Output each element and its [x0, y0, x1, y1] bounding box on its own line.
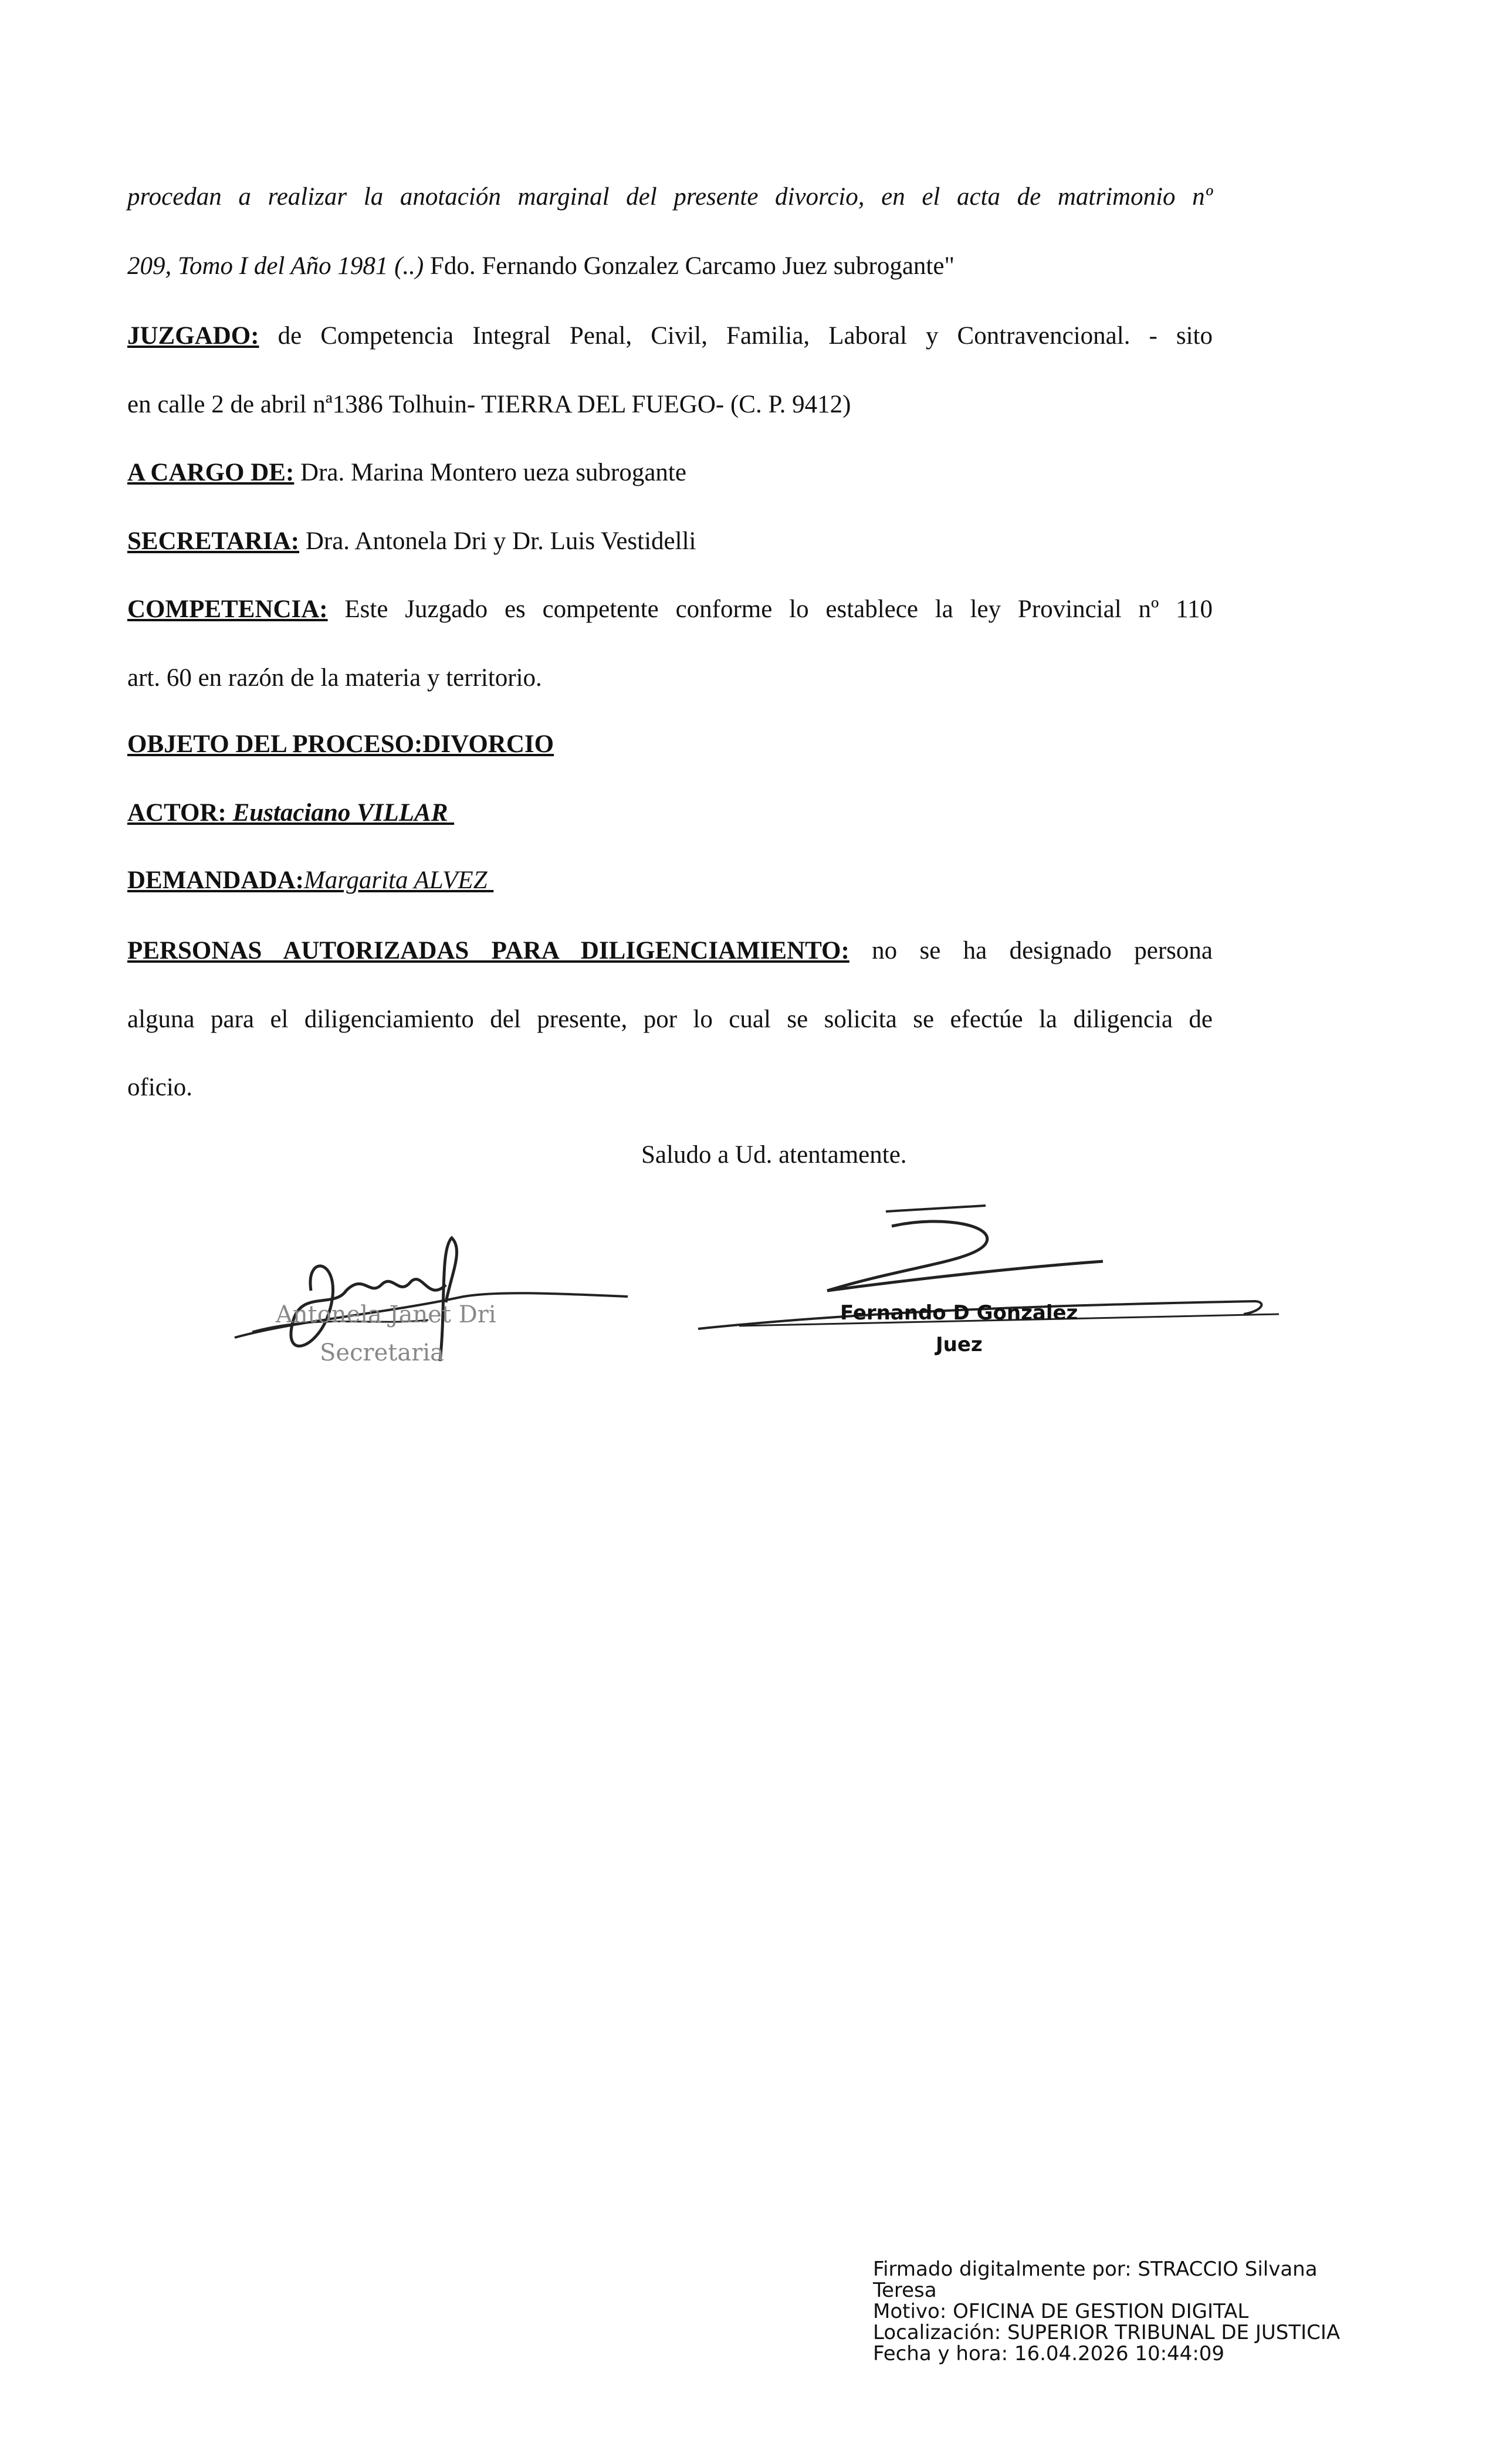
paragraph-1-line-2: [127, 251, 955, 282]
paragraph-1-italic-citation: 209, Tomo I del Año 1981 (..): [127, 252, 424, 280]
a-cargo-text: Dra. Marina Montero ueza subrogante: [294, 459, 686, 486]
demandada-label: DEMANDADA:: [127, 867, 304, 894]
demandada-name: Margarita ALVEZ: [303, 867, 488, 894]
digital-signature-block: [873, 2259, 1401, 2364]
competencia-text: Este Juzgado es competente conforme lo establece la ley Provincial nº 110: [327, 595, 1213, 623]
juzgado-text: de Competencia Integral Penal, Civil, Familia, Laboral y Contravencional. - sito: [259, 322, 1213, 350]
actor-label: ACTOR:: [127, 799, 226, 827]
juzgado-address: en calle 2 de abril nª1386 Tolhuin- TIERRA DEL FUEGO- (C. P. 9412): [127, 391, 851, 418]
objeto-label: OBJETO DEL PROCESO:DIVORCIO: [127, 730, 554, 758]
juzgado-label: JUZGADO:: [127, 322, 259, 350]
actor-line: [127, 798, 454, 828]
secretaria-stamp-name: Antonela Janet Dri: [276, 1301, 496, 1328]
personas-line-2: alguna para el diligenciamiento del presente, por lo cual se solicita se efectúe la diligencia de: [127, 1006, 1213, 1033]
digital-datetime: Fecha y hora: 16.04.2026 10:44:09: [873, 2342, 1225, 2365]
a-cargo-label: A CARGO DE:: [127, 459, 295, 486]
personas-label: PERSONAS AUTORIZADAS PARA DILIGENCIAMIENTO:: [127, 937, 849, 964]
paragraph-1-signer: Fdo. Fernando Gonzalez Carcamo Juez subrogante": [424, 252, 955, 280]
secretaria-text: Dra. Antonela Dri y Dr. Luis Vestidelli: [299, 527, 696, 555]
secretaria-label: SECRETARIA:: [127, 527, 300, 555]
secretaria-line: [127, 526, 696, 557]
juez-name: Fernando D Gonzalez: [840, 1301, 1078, 1325]
digital-reason: Motivo: OFICINA DE GESTION DIGITAL: [873, 2300, 1249, 2323]
juez-role: Juez: [936, 1333, 983, 1356]
digital-location: Localización: SUPERIOR TRIBUNAL DE JUSTICIA: [873, 2321, 1341, 2344]
juzgado-line-1: [127, 321, 1213, 351]
digital-signed-by: Firmado digitalmente por: STRACCIO Silvana: [873, 2257, 1318, 2281]
paragraph-1-line-1: procedan a realizar la anotación marginal del presente divorcio, en el acta de matrimonio nº: [127, 183, 1213, 211]
personas-line-1: [127, 936, 1213, 966]
demandada-line: [127, 865, 493, 896]
competencia-label: COMPETENCIA:: [127, 595, 328, 623]
competencia-line-1: [127, 594, 1213, 625]
closing-salutation: Saludo a Ud. atentamente.: [641, 1141, 907, 1169]
actor-name: Eustaciano VILLAR: [226, 799, 448, 827]
personas-text-1: no se ha designado persona: [849, 937, 1213, 964]
personas-line-3: oficio.: [127, 1074, 193, 1101]
digital-signed-by-cont: Teresa: [873, 2279, 937, 2302]
competencia-line-2: art. 60 en razón de la materia y territorio.: [127, 664, 542, 692]
secretaria-stamp-role: Secretaria: [320, 1339, 444, 1366]
a-cargo-line: [127, 458, 686, 488]
